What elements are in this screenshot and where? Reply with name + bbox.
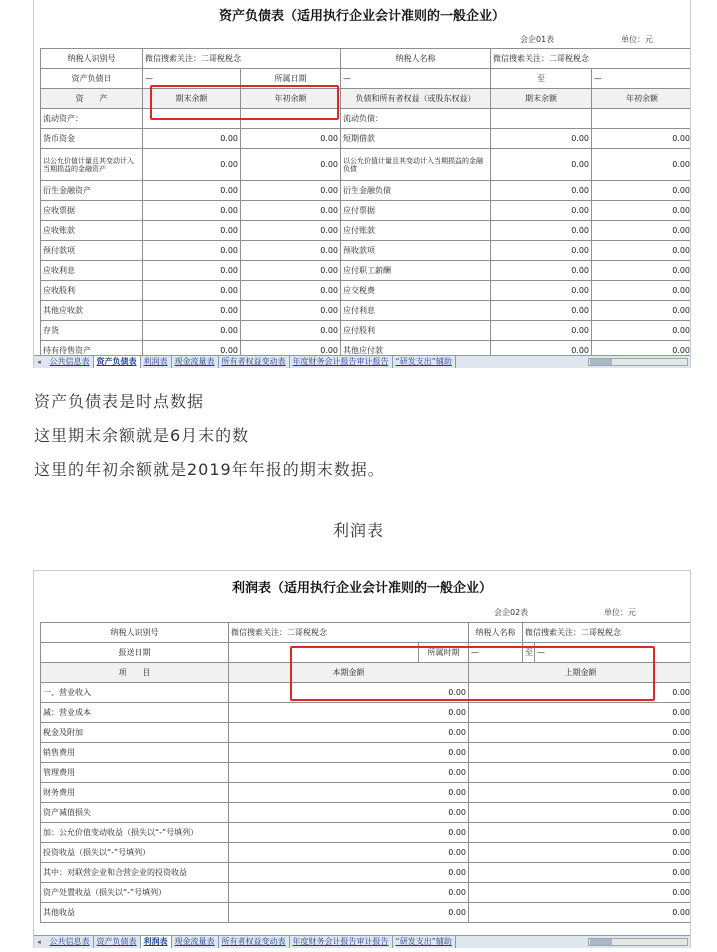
tab-cash-flow[interactable]: 现金流量表	[172, 936, 219, 948]
col-header-asset-end: 期末余额	[143, 89, 241, 109]
liability-begin-cell[interactable]: 0.00	[592, 201, 692, 221]
col-header-previous: 上期金额	[469, 663, 692, 683]
asset-begin-cell[interactable]: 0.00	[241, 181, 341, 201]
tab-audit-report[interactable]: 年度财务会计报告审计报告	[290, 936, 393, 948]
taxpayer-name-label: 纳税人名称	[469, 623, 523, 643]
tab-scroll-left-icon[interactable]: ◂	[37, 938, 41, 946]
balance-date-cell[interactable]: —	[143, 69, 241, 89]
unit-label: 单位：元	[604, 608, 636, 617]
previous-amount-cell[interactable]: 0.00	[469, 723, 692, 743]
table-row	[41, 221, 692, 241]
liability-label: 应付职工薪酬	[341, 261, 491, 281]
table-row	[41, 903, 692, 923]
liability-begin-cell[interactable]: 0.00	[592, 261, 692, 281]
liability-begin-cell[interactable]: 0.00	[592, 341, 692, 361]
asset-label: 预付款项	[41, 241, 143, 261]
asset-end-cell[interactable]: 0.00	[143, 261, 241, 281]
previous-amount-cell[interactable]: 0.00	[469, 803, 692, 823]
liability-end-cell[interactable]: 0.00	[491, 281, 592, 301]
item-label: 其他收益	[41, 903, 229, 923]
table-row	[41, 683, 692, 703]
item-label: 税金及附加	[41, 723, 229, 743]
liability-label: 应付股利	[341, 321, 491, 341]
horizontal-scrollbar[interactable]	[588, 938, 688, 946]
table-row	[41, 301, 692, 321]
income-statement-caption: 利润表	[332, 521, 384, 540]
liability-label: 以公允价值计量且其变动计入当期损益的金融负债	[341, 149, 491, 181]
current-amount-cell[interactable]: 0.00	[229, 823, 469, 843]
current-amount-cell[interactable]: 0.00	[229, 743, 469, 763]
note-line-1: 资产负债表是时点数据	[34, 392, 205, 411]
liability-end-cell[interactable]: 0.00	[491, 341, 592, 361]
asset-label: 以公允价值计量且其变动计入当期损益的金融资产	[41, 149, 143, 181]
asset-end-cell[interactable]: 0.00	[143, 241, 241, 261]
tab-equity-changes[interactable]: 所有者权益变动表	[219, 356, 290, 368]
table-row	[41, 703, 692, 723]
income-statement-grid	[40, 622, 691, 923]
asset-label: 存货	[41, 321, 143, 341]
period-from-cell[interactable]: —	[341, 69, 491, 89]
taxpayer-id-label: 纳税人识别号	[41, 623, 229, 643]
asset-label: 应收利息	[41, 261, 143, 281]
tab-income-statement[interactable]: 利润表	[141, 356, 172, 368]
table-row	[41, 201, 692, 221]
section-current-assets: 流动资产：	[41, 109, 143, 129]
period-to-cell[interactable]: —	[592, 69, 692, 89]
liability-end-cell[interactable]: 0.00	[491, 221, 592, 241]
form-code: 会企02表	[494, 608, 529, 617]
balance-sheet-title: 资产负债表（适用执行企业会计准则的一般企业）	[218, 9, 505, 24]
liability-label: 应付利息	[341, 301, 491, 321]
current-amount-cell[interactable]: 0.00	[229, 883, 469, 903]
col-header-current: 本期金额	[229, 663, 469, 683]
tab-scroll-left-icon[interactable]: ◂	[37, 358, 41, 366]
table-row	[41, 241, 692, 261]
empty-cell	[592, 109, 692, 129]
liability-begin-cell[interactable]: 0.00	[592, 221, 692, 241]
asset-label: 衍生金融资产	[41, 181, 143, 201]
taxpayer-name-cell[interactable]: 微信搜索关注：二哥税税念	[491, 49, 692, 69]
current-amount-cell[interactable]: 0.00	[229, 803, 469, 823]
sheet-tab-bar	[34, 355, 690, 368]
item-label: 减：营业成本	[41, 703, 229, 723]
current-amount-cell[interactable]: 0.00	[229, 723, 469, 743]
tab-rd-expense[interactable]: “研发支出”辅助	[393, 356, 456, 368]
previous-amount-cell[interactable]: 0.00	[469, 783, 692, 803]
table-row	[41, 843, 692, 863]
col-header-liability-end: 期末余额	[491, 89, 592, 109]
asset-end-cell[interactable]: 0.00	[143, 321, 241, 341]
liability-end-cell[interactable]: 0.00	[491, 181, 592, 201]
previous-amount-cell[interactable]: 0.00	[469, 823, 692, 843]
tab-balance-sheet[interactable]: 资产负债表	[94, 936, 141, 948]
item-label: 资产减值损失	[41, 803, 229, 823]
current-amount-cell[interactable]: 0.00	[229, 863, 469, 883]
col-header-item: 项 目	[41, 663, 229, 683]
table-row	[41, 883, 692, 903]
liability-label: 应付票据	[341, 201, 491, 221]
section-current-liabilities: 流动负债：	[341, 109, 491, 129]
taxpayer-id-cell[interactable]: 微信搜索关注：二哥税税念	[229, 623, 469, 643]
income-statement-window	[33, 570, 691, 948]
liability-end-cell[interactable]: 0.00	[491, 149, 592, 181]
scrollbar-thumb[interactable]	[590, 939, 612, 945]
balance-sheet-window	[33, 0, 691, 368]
report-date-label: 报送日期	[41, 643, 229, 663]
table-row	[41, 281, 692, 301]
asset-end-cell[interactable]: 0.00	[143, 281, 241, 301]
asset-label: 应收股利	[41, 281, 143, 301]
liability-begin-cell[interactable]: 0.00	[592, 301, 692, 321]
item-label: 加：公允价值变动收益（损失以“-”号填列）	[41, 823, 229, 843]
liability-begin-cell[interactable]: 0.00	[592, 149, 692, 181]
tab-equity-changes[interactable]: 所有者权益变动表	[219, 936, 290, 948]
previous-amount-cell[interactable]: 0.00	[469, 703, 692, 723]
current-amount-cell[interactable]: 0.00	[229, 843, 469, 863]
liability-end-cell[interactable]: 0.00	[491, 261, 592, 281]
table-row	[41, 743, 692, 763]
item-label: 资产处置收益（损失以“-”号填列）	[41, 883, 229, 903]
asset-begin-cell[interactable]: 0.00	[241, 149, 341, 181]
liability-label: 应付账款	[341, 221, 491, 241]
asset-begin-cell[interactable]: 0.00	[241, 221, 341, 241]
table-row	[41, 823, 692, 843]
asset-end-cell[interactable]: 0.00	[143, 301, 241, 321]
note-line-3: 这里的年初余额就是2019年年报的期末数据。	[34, 460, 385, 479]
asset-begin-cell[interactable]: 0.00	[241, 129, 341, 149]
sheet-tab-bar	[34, 935, 690, 948]
taxpayer-id-label: 纳税人识别号	[41, 49, 143, 69]
col-header-liability: 负债和所有者权益（或股东权益）	[341, 89, 491, 109]
tab-audit-report[interactable]: 年度财务会计报告审计报告	[290, 356, 393, 368]
unit-label: 单位：元	[621, 35, 653, 44]
taxpayer-name-label: 纳税人名称	[341, 49, 491, 69]
report-date-cell[interactable]	[229, 643, 419, 663]
period-label: 所属日期	[241, 69, 341, 89]
current-amount-cell[interactable]: 0.00	[229, 683, 469, 703]
liability-label: 应交税费	[341, 281, 491, 301]
liability-begin-cell[interactable]: 0.00	[592, 181, 692, 201]
asset-begin-cell[interactable]: 0.00	[241, 281, 341, 301]
current-amount-cell[interactable]: 0.00	[229, 703, 469, 723]
liability-end-cell[interactable]: 0.00	[491, 301, 592, 321]
table-row	[41, 763, 692, 783]
table-row	[41, 261, 692, 281]
asset-begin-cell[interactable]: 0.00	[241, 341, 341, 361]
form-code: 会企01表	[520, 35, 555, 44]
item-label: 财务费用	[41, 783, 229, 803]
liability-end-cell[interactable]: 0.00	[491, 241, 592, 261]
liability-end-cell[interactable]: 0.00	[491, 201, 592, 221]
asset-end-cell[interactable]: 0.00	[143, 341, 241, 361]
asset-label: 应收账款	[41, 221, 143, 241]
liability-label: 预收款项	[341, 241, 491, 261]
previous-amount-cell[interactable]: 0.00	[469, 763, 692, 783]
period-label: 所属时期	[419, 643, 469, 663]
asset-begin-cell[interactable]: 0.00	[241, 241, 341, 261]
current-amount-cell[interactable]: 0.00	[229, 763, 469, 783]
current-amount-cell[interactable]: 0.00	[229, 783, 469, 803]
previous-amount-cell[interactable]: 0.00	[469, 843, 692, 863]
table-row	[41, 129, 692, 149]
income-statement-title: 利润表（适用执行企业会计准则的一般企业）	[231, 581, 492, 596]
tab-balance-sheet[interactable]: 资产负债表	[94, 356, 141, 368]
liability-label: 短期借款	[341, 129, 491, 149]
asset-label: 持有待售资产	[41, 341, 143, 361]
asset-label: 货币资金	[41, 129, 143, 149]
tab-public-info[interactable]: 公共信息表	[47, 356, 94, 368]
taxpayer-name-cell[interactable]: 微信搜索关注：二哥税税念	[523, 623, 692, 643]
previous-amount-cell[interactable]: 0.00	[469, 863, 692, 883]
asset-end-cell[interactable]: 0.00	[143, 201, 241, 221]
period-to-label: 至	[523, 643, 535, 663]
asset-end-cell[interactable]: 0.00	[143, 181, 241, 201]
liability-begin-cell[interactable]: 0.00	[592, 281, 692, 301]
col-header-asset-begin: 年初余额	[241, 89, 341, 109]
liability-end-cell[interactable]: 0.00	[491, 321, 592, 341]
table-row	[41, 863, 692, 883]
asset-begin-cell[interactable]: 0.00	[241, 321, 341, 341]
liability-begin-cell[interactable]: 0.00	[592, 129, 692, 149]
item-label: 管理费用	[41, 763, 229, 783]
previous-amount-cell[interactable]: 0.00	[469, 743, 692, 763]
scrollbar-thumb[interactable]	[590, 359, 612, 365]
table-row	[41, 723, 692, 743]
asset-end-cell[interactable]: 0.00	[143, 149, 241, 181]
asset-end-cell[interactable]: 0.00	[143, 221, 241, 241]
item-label: 投资收益（损失以“-”号填列）	[41, 843, 229, 863]
liability-end-cell[interactable]: 0.00	[491, 129, 592, 149]
tab-cash-flow[interactable]: 现金流量表	[172, 356, 219, 368]
previous-amount-cell[interactable]: 0.00	[469, 883, 692, 903]
liability-label: 其他应付款	[341, 341, 491, 361]
item-label: 一、营业收入	[41, 683, 229, 703]
liability-begin-cell[interactable]: 0.00	[592, 241, 692, 261]
col-header-liability-begin: 年初余额	[592, 89, 692, 109]
table-row	[41, 181, 692, 201]
previous-amount-cell[interactable]: 0.00	[469, 683, 692, 703]
col-header-asset: 资 产	[41, 89, 143, 109]
table-row	[41, 149, 692, 181]
tab-rd-expense[interactable]: “研发支出”辅助	[393, 936, 456, 948]
table-row	[41, 803, 692, 823]
period-to-label: 至	[491, 69, 592, 89]
horizontal-scrollbar[interactable]	[588, 358, 688, 366]
liability-begin-cell[interactable]: 0.00	[592, 321, 692, 341]
liability-label: 衍生金融负债	[341, 181, 491, 201]
asset-label: 应收票据	[41, 201, 143, 221]
empty-cell	[491, 109, 592, 129]
current-amount-cell[interactable]: 0.00	[229, 903, 469, 923]
empty-cell	[241, 109, 341, 129]
note-line-2: 这里期末余额就是6月末的数	[34, 426, 250, 445]
item-label: 销售费用	[41, 743, 229, 763]
table-row	[41, 321, 692, 341]
table-row	[41, 783, 692, 803]
period-to-cell[interactable]: —	[535, 643, 692, 663]
asset-label: 其他应收款	[41, 301, 143, 321]
item-label: 其中：对联营企业和合营企业的投资收益	[41, 863, 229, 883]
tab-income-statement[interactable]: 利润表	[141, 936, 172, 948]
balance-sheet-grid	[40, 48, 691, 361]
asset-end-cell[interactable]: 0.00	[143, 129, 241, 149]
empty-cell	[143, 109, 241, 129]
tab-public-info[interactable]: 公共信息表	[47, 936, 94, 948]
period-from-cell[interactable]: —	[469, 643, 523, 663]
taxpayer-id-cell[interactable]: 微信搜索关注：二哥税税念	[143, 49, 341, 69]
previous-amount-cell[interactable]: 0.00	[469, 903, 692, 923]
asset-begin-cell[interactable]: 0.00	[241, 201, 341, 221]
asset-begin-cell[interactable]: 0.00	[241, 261, 341, 281]
balance-date-label: 资产负债日	[41, 69, 143, 89]
asset-begin-cell[interactable]: 0.00	[241, 301, 341, 321]
